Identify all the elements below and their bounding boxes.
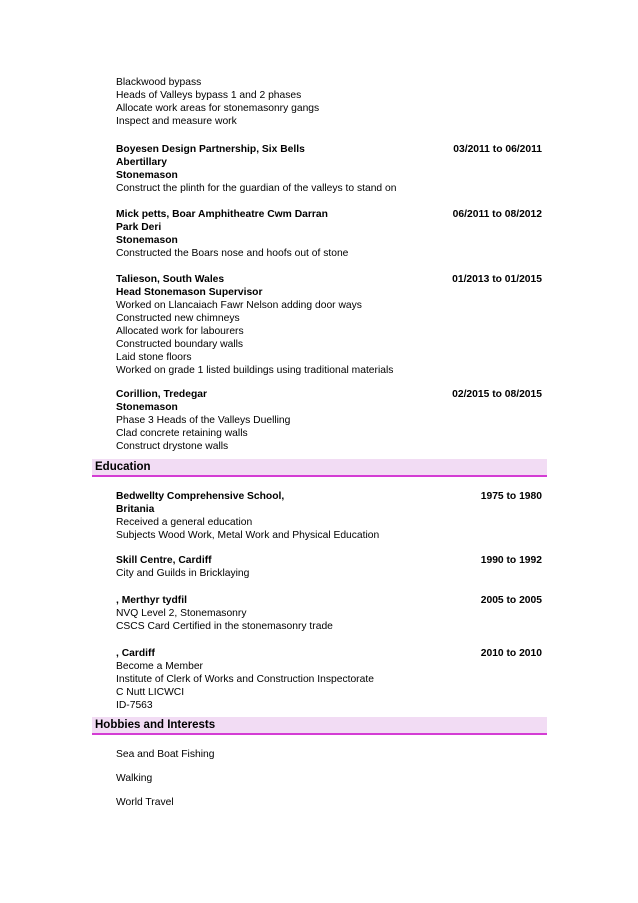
detail-line: Allocated work for labourers [116, 326, 244, 337]
detail-line: Construct drystone walls [116, 441, 229, 452]
hobbies-heading-text: Hobbies and Interests [95, 719, 216, 731]
employment-dates: 06/2011 to 08/2012 [452, 209, 542, 220]
school-name: , Merthyr tydfil [116, 595, 187, 606]
education-dates: 1990 to 1992 [480, 555, 542, 566]
hobby-item [116, 772, 546, 785]
education-dates: 2010 to 2010 [480, 648, 542, 659]
hobby-item [116, 748, 546, 761]
hobby-text: Sea and Boat Fishing [116, 749, 215, 760]
detail-line: NVQ Level 2, Stonemasonry [116, 608, 247, 619]
hobby-item [116, 796, 546, 809]
job-title: Stonemason [116, 235, 178, 246]
detail-line: City and Guilds in Bricklaying [116, 568, 250, 579]
detail-line: Heads of Valleys bypass 1 and 2 phases [116, 90, 302, 101]
detail-line: Allocate work areas for stonemasonry gangs [116, 103, 320, 114]
hobby-text: Walking [116, 773, 153, 784]
employer-name: Mick petts, Boar Amphitheatre Cwm Darran [116, 209, 328, 220]
detail-line: Institute of Clerk of Works and Construction Inspectorate [116, 674, 374, 685]
job-title: Stonemason [116, 402, 178, 413]
detail-line: Blackwood bypass [116, 77, 202, 88]
employer-name: Corillion, Tredegar [116, 389, 207, 400]
school-location: Britania [116, 504, 155, 515]
employer-name: Talieson, South Wales [116, 274, 225, 285]
detail-line: Laid stone floors [116, 352, 192, 363]
detail-line: Construct the plinth for the guardian of the valleys to stand on [116, 183, 397, 194]
detail-line: Subjects Wood Work, Metal Work and Physical Education [116, 530, 380, 541]
detail-line: Constructed new chimneys [116, 313, 240, 324]
education-section-heading [92, 459, 547, 477]
experience-entry [116, 273, 546, 377]
detail-line: CSCS Card Certified in the stonemasonry trade [116, 621, 333, 632]
job-title: Stonemason [116, 170, 178, 181]
employment-dates: 01/2013 to 01/2015 [452, 274, 542, 285]
detail-line: Inspect and measure work [116, 116, 237, 127]
employer-location: Abertillary [116, 157, 167, 168]
detail-line: Worked on Llancaiach Fawr Nelson adding door ways [116, 300, 362, 311]
employer-location: Park Deri [116, 222, 162, 233]
school-name: Skill Centre, Cardiff [116, 555, 212, 566]
education-heading-text: Education [95, 461, 151, 473]
school-name: Bedwellty Comprehensive School, [116, 491, 285, 502]
detail-line: Become a Member [116, 661, 203, 672]
detail-line: Constructed boundary walls [116, 339, 244, 350]
hobby-text: World Travel [116, 797, 174, 808]
detail-line: ID-7563 [116, 700, 153, 711]
education-dates: 2005 to 2005 [480, 595, 542, 606]
detail-line: Phase 3 Heads of the Valleys Duelling [116, 415, 291, 426]
employer-name: Boyesen Design Partnership, Six Bells [116, 144, 305, 155]
detail-line: Constructed the Boars nose and hoofs out of stone [116, 248, 349, 259]
detail-line: Worked on grade 1 listed buildings using traditional materials [116, 365, 394, 376]
employment-dates: 03/2011 to 06/2011 [453, 144, 542, 155]
detail-line: Received a general education [116, 517, 253, 528]
school-name: , Cardiff [116, 648, 155, 659]
education-dates: 1975 to 1980 [480, 491, 542, 502]
employment-dates: 02/2015 to 08/2015 [452, 389, 542, 400]
detail-line: Clad concrete retaining walls [116, 428, 248, 439]
job-title: Head Stonemason Supervisor [116, 287, 263, 298]
detail-line: C Nutt LICWCI [116, 687, 185, 698]
hobbies-section-heading [92, 717, 547, 735]
previous-job-details [116, 76, 546, 128]
